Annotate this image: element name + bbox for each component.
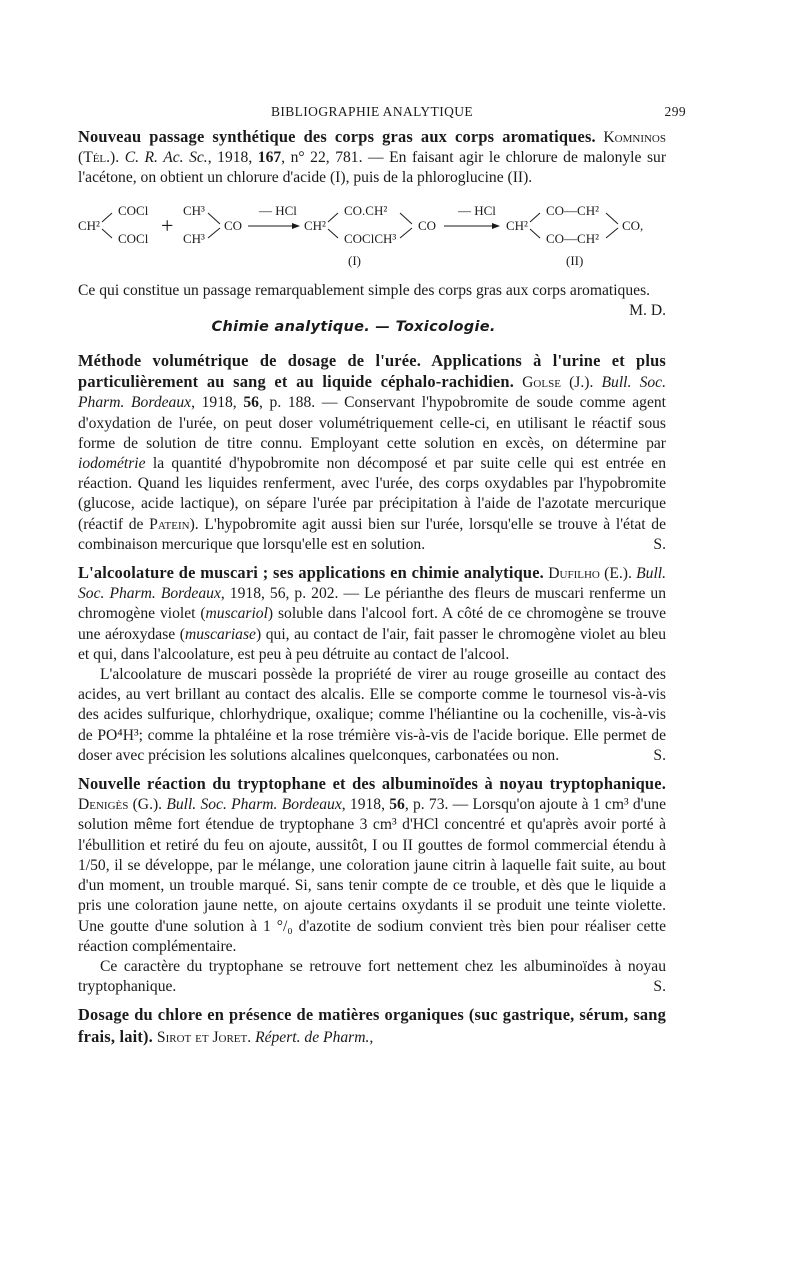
article-golse	[78, 351, 666, 555]
italic-term: muscariol	[205, 605, 268, 623]
signature: M. D.	[629, 301, 666, 319]
formula-diagram	[78, 193, 666, 277]
article-dufilho-para-2	[78, 665, 666, 766]
page-body	[78, 127, 666, 1048]
ref-text: , 1918,	[207, 149, 258, 167]
article-sirot-joret	[78, 1005, 666, 1047]
article-dufilho	[78, 563, 666, 665]
article-text: ). L'hypobromite agit aussi bien sur l'urée, lorsqu'elle se trouve à l'état de combinaison mercurique que lorsqu'elle est en solution.	[78, 515, 666, 553]
formula-ch3-bot: CH³	[183, 230, 205, 246]
formula-co-mid-2: CO	[418, 217, 437, 233]
article-text: ) soluble dans l'alcool fort. A côté de ce chromogène se trouve une aéroxydase (	[78, 605, 666, 643]
article-text: ) qui, au contact de l'air, fait passer le chromogène violet au bleu et qui, dans l'alcoolature, est peu à peu détruite au contact de l'alcool.	[78, 625, 666, 663]
formula-co-mid: CO	[224, 217, 243, 233]
article-deniges-para-2	[78, 957, 666, 997]
volume: 56	[243, 394, 259, 412]
formula-label-1: (I)	[348, 252, 361, 268]
journal-ref: Bull. Soc. Pharm. Bordeaux	[166, 796, 342, 814]
journal-ref: Bull. Soc. Pharm. Bordeaux	[78, 374, 666, 412]
article-text: , n° 22, 781. — En faisant agir le chlorure de malonyle sur l'acétone, on obtient un chlorure d'acide (I), puis de la phloroglucine (II).	[78, 149, 667, 187]
article-text: , 1918, 56, p. 202. — Le périanthe des fleurs de muscari renferme un chromogène violet (	[78, 585, 666, 623]
section-heading: Chimie analytique. — Toxicologie.	[211, 318, 496, 335]
ref-text: , 1918,	[341, 796, 390, 814]
formula-cocl-top: COCl	[118, 202, 149, 218]
formula-plus: +	[161, 212, 174, 238]
formula-hcl-1: — HCl	[259, 202, 297, 218]
formula-ch2-mid: CH²	[304, 217, 326, 233]
formula-ch3-top: CH³	[183, 202, 205, 218]
page-number: 299	[664, 104, 686, 119]
article-title: Dosage du chlore en présence de matières organiques (suc gastrique, sérum, sang frais, lait).	[78, 1005, 666, 1046]
volume: 56	[389, 796, 405, 814]
article-author: Golse (J.).	[522, 374, 594, 392]
author-name: Patein	[149, 515, 190, 533]
formula-co-ch2-top: CO—CH²	[546, 202, 600, 218]
formula-co-ch2: CO.CH²	[344, 202, 388, 218]
article-text: , p. 73. — Lorsqu'on ajoute à 1 cm³ d'une solution même fort étendue de tryptophane 3 cm³ d'HCl concentré et qu'après avoir porté à l'ébullition et retiré du feu on ajoute, aussitôt, I ou II gouttes de formol commercial étendu à 1/50, il se développe, par le mélange, une coloration jaune citrin à laquelle fait suite, au bout d'un moment, un trouble marqué. Si, sans tenir compte de ce trouble, et dès que le liquide a pris une coloration jaune nette, on ajoute certains oxydants il se produit une teinte violette. Une goutte d'une solution à 1 °/₀ d'azotite de sodium convient très bien pour réaliser cette réaction complémentaire.	[78, 796, 666, 955]
formula-co-end: CO,	[622, 217, 644, 233]
formula-cocl-bot: COCl	[118, 230, 149, 246]
formula-ch2-right: CH²	[506, 217, 528, 233]
article-text: L'alcoolature de muscari possède la propriété de virer au rouge groseille au contact des acides, au vert brillant au contact des alcalis. Elle se comporte comme le tournesol vis-à-vis des acides sulfurique, chlorhydrique, oxalique; comme l'héliantine ou la cochenille, vis-à-vis de PO⁴H³; comme la phtaléine et la rose trémière vis-à-vis de l'acide borique. Elle permet de doser avec précision les solutions alcalines quelconques, carbonatées ou non.	[78, 666, 666, 764]
article-title: Nouvelle réaction du tryptophane et des albuminoïdes à noyau tryptophanique.	[78, 774, 666, 794]
journal-ref: Répert. de Pharm.,	[255, 1028, 374, 1046]
article-text: Ce qui constitue un passage remarquablement simple des corps gras aux corps aromatiques.	[78, 281, 651, 299]
page	[78, 0, 686, 1287]
formula-coclch3: COClCH³	[344, 230, 397, 246]
volume: 167	[257, 149, 282, 167]
article-author: Komninos (Tél.).	[78, 129, 666, 167]
formula-co-ch2-bot: CO—CH²	[546, 230, 600, 246]
article-komninos	[78, 127, 666, 189]
article-title: Méthode volumétrique de dosage de l'urée. Applications à l'urine et plus particulièrement au sang et au liquide céphalo-rachidien.	[78, 351, 666, 392]
article-author: Dufilho (E.).	[548, 565, 632, 583]
formula-ch2-left: CH²	[78, 217, 100, 233]
article-title: L'alcoolature de muscari ; ses applications en chimie analytique.	[78, 563, 544, 583]
journal-ref: Bull. Soc. Pharm. Bordeaux	[78, 565, 667, 603]
header-title: BIBLIOGRAPHIE ANALYTIQUE	[270, 104, 474, 119]
journal-ref: C. R. Ac. Sc.	[124, 149, 208, 167]
article-title: Nouveau passage synthétique des corps gras aux corps aromatiques.	[78, 127, 596, 146]
article-text: , p. 188. — Conservant l'hypobromite de soude comme agent d'oxydation de l'urée, on peut doser volumétriquement celle-ci, en utilisant le réactif sous forme de solution de titre connu. Employant cette solution en excès, on détermine par	[78, 394, 667, 452]
article-text: la quantité d'hypobromite non décomposé et par suite celle qui est entrée en réaction. Quand les liquides renferment, avec l'urée, des corps oxydables par l'hypobromite (glucose, acide lactique), on sépare l'urée par précipitation à l'aide de l'azotate mercurique (réactif de	[78, 455, 666, 533]
formula-label-2: (II)	[566, 252, 584, 268]
italic-term: muscariase	[184, 625, 256, 643]
article-author: Denigès (G.).	[78, 796, 163, 814]
ref-text: , 1918,	[191, 394, 244, 412]
italic-term: iodométrie	[78, 455, 146, 473]
chemical-formula	[78, 193, 666, 277]
signature: S.	[653, 535, 666, 553]
signature: S.	[653, 978, 666, 996]
article-text: Ce caractère du tryptophane se retrouve fort nettement chez les albuminoïdes à noyau tryptophanique.	[78, 957, 666, 996]
formula-hcl-2: — HCl	[458, 202, 496, 218]
article-komninos-conclusion	[78, 281, 666, 319]
signature: S.	[653, 746, 666, 764]
article-deniges	[78, 774, 666, 957]
article-author: Sirot et Joret.	[156, 1028, 252, 1046]
